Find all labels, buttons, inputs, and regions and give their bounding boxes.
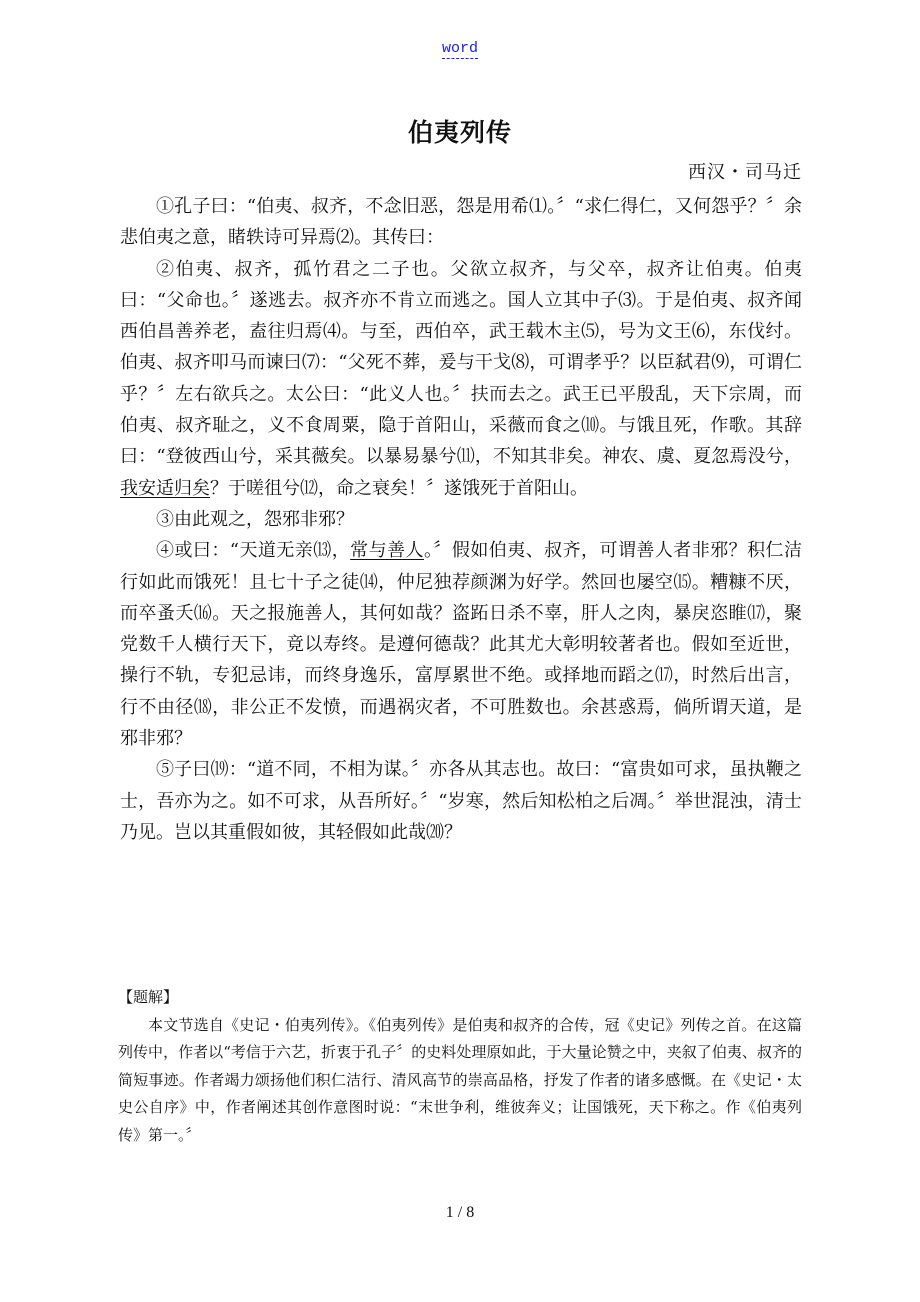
page-header [0, 40, 920, 57]
text-segment: ②伯夷、叔齐，孤竹君之二子也。父欲立叔齐，与父卒，叔齐让伯夷。伯夷曰：“父命也。〞遂逃去。叔齐亦不肯立而逃之。国人立其中子⑶。于是伯夷、叔齐闻西伯昌善养老，盍往归焉⑷。与至，西伯卒，武王载木主⑸，号为文王⑹，东伐纣。伯夷、叔齐叩马而谏曰⑺：“父死不葬，爰与干戈⑻，可谓孝乎？以臣弑君⑼，可谓仁乎？〞左右欲兵之。太公曰：“此义人也。〞扶而去之。武王已平殷乱，天下宗周，而伯夷、叔齐耻之，义不食周粟，隐于首阳山，采薇而食之⑽。与饿且死，作歌。其辞曰：“登彼西山兮，采其薇矣。以暴易暴兮⑾，不知其非矣。神农、虞、夏忽焉没兮， [120, 258, 802, 468]
header-word-link[interactable]: word [441, 40, 478, 57]
paragraph-5 [120, 754, 802, 848]
text-segment: 。〞假如伯夷、叔齐，可谓善人者非邪？积仁洁行如此而饿死！且七十子之徒⒁，仲尼独荐颜渊为好学。然回也屡空⒂。糟糠不厌，而卒蚤夭⒃。天之报施善人，其何如哉？盗跖日杀不辜，肝人之肉，暴戾恣睢⒄，聚党数千人横行天下，竟以寿终。是遵何德哉？此其尤大彰明较著者也。假如至近世，操行不轨，专犯忌讳，而终身逸乐，富厚累世不绝。或择地而蹈之⒄，时然后出言，行不由径⒅，非公正不发愤，而遇祸灾者，不可胜数也。余甚惑焉，倘所谓天道，是邪非邪？ [120, 540, 803, 750]
annotation-text: 本文节选自《史记・伯夷列传》。《伯夷列传》是伯夷和叔齐的合传，冠《史记》列传之首。在这篇列传中，作者以“考信于六艺，折衷于孔子〞的史料处理原如此，于大量论赞之中，夹叙了伯夷、叔齐的简短事迹。作者竭力颂扬他们积仁洁行、清风高节的崇高品格，抒发了作者的诸多感慨。在《史记・太史公自序》中，作者阐述其创作意图时说：“末世争利，维彼奔义；让国饿死，天下称之。作《伯夷列传》第一。〞 [118, 1015, 802, 1144]
underlined-phrase: 常与善人 [350, 540, 424, 562]
main-text [120, 191, 802, 848]
text-segment: ⑤子曰⒆：“道不同，不相为谋。〞亦各从其志也。故曰：“富贵如可求，虽执鞭之士，吾亦为之。如不可求，从吾所好。〞“岁寒，然后知松柏之后凋。〞举世混浊，清士乃见。岂以其重假如彼，其轻假如此哉⒇？ [120, 759, 802, 843]
paragraph-1 [120, 191, 802, 254]
paragraph-3 [120, 504, 802, 535]
text-segment: ③由此观之，怨邪非邪？ [156, 508, 354, 530]
text-segment: ？于嗟徂兮⑿，命之衰矣！〞遂饿死于首阳山。 [210, 477, 588, 499]
annotation-heading: 【题解】 [118, 988, 179, 1006]
page-indicator: 1 / 8 [445, 1204, 475, 1221]
underlined-phrase: 我安适归矣 [120, 477, 210, 499]
paragraph-4 [120, 535, 802, 754]
paragraph-2 [120, 254, 802, 504]
annotation-section [118, 984, 802, 1149]
text-segment: ①孔子曰：“伯夷、叔齐，不念旧恶，怨是用希⑴。〞“求仁得仁，又何怨乎？〞余悲伯夷之意，睹轶诗可异焉⑵。其传曰： [120, 196, 802, 249]
text-segment: ④或曰：“天道无亲⒀， [156, 540, 351, 562]
document-title: 伯夷列传 [407, 118, 512, 147]
document-author: 西汉・司马迁 [688, 162, 802, 183]
